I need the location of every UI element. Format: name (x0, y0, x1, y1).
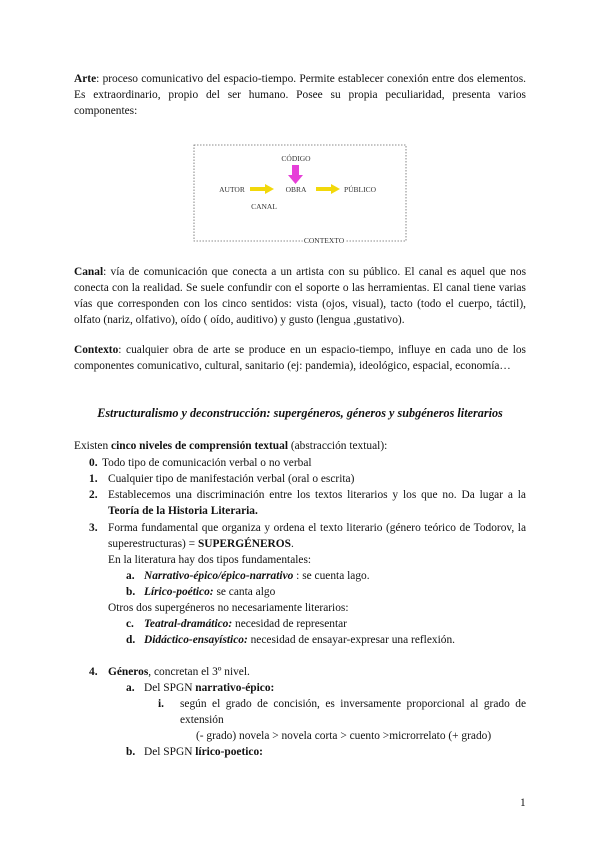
level-1-text: Cualquier tipo de manifestación verbal (oral o escrita) (108, 473, 355, 485)
level-3a-bold: Narrativo-épico/épico-narrativo (144, 570, 294, 582)
level-3-number: 3. (89, 522, 98, 534)
level-4ai-scale: (- grado) novela > novela corta > cuento >microrrelato (+ grado) (196, 730, 492, 742)
yellow-arrow-obra-publico-icon (316, 184, 340, 194)
arte-text: : proceso comunicativo del espacio-tiempo. Permite establecer conexión entre dos elementos. Es extraordinario, propio del ser humano. Posee su propia peculiaridad, presenta varios componentes: (74, 73, 526, 117)
canal-text: : vía de comunicación que conecta a un artista con su público. El canal es aquel que nos conecta con la realidad. Se suele confundir con el soporte o las herramientas. El canal tiene varias vías que corresponden con los cinco sentidos: vista (ojos, visual), tacto (todo el cuerpo, táctil), olfato (nariz, olfativo), oído ( oído, auditivo) y gusto (lengua ,gustativo). (74, 266, 526, 326)
level-4a-letter: a. (126, 682, 135, 694)
level-3d-bold: Didáctico-ensayístico: (144, 634, 248, 646)
yellow-arrow-autor-obra-icon (250, 184, 274, 194)
contexto-paragraph (74, 342, 526, 374)
level-3c-letter: c. (126, 618, 134, 630)
level-0-text: Todo tipo de comunicación verbal o no verbal (102, 457, 312, 469)
level-4-text: Géneros, concretan el 3º nivel. (108, 666, 250, 678)
diagram-publico-label: PÚBLICO (343, 185, 377, 194)
canal-term: Canal (74, 266, 104, 278)
level-3a-text: Narrativo-épico/épico-narrativo : se cuenta lago. (144, 570, 370, 582)
arte-term: Arte (74, 73, 97, 85)
diagram-contexto-label: CONTEXTO (303, 236, 345, 245)
level-2-text: Establecemos una discriminación entre los textos literarios y los que no. Da lugar a la Teoría de la Historia Literaria. (108, 489, 526, 517)
level-0-number: 0. (89, 457, 98, 469)
arte-paragraph (74, 71, 526, 119)
level-3c-text: Teatral-dramático: necesidad de representar (144, 618, 347, 630)
level-3-note-2: Otros dos supergéneros no necesariamente literarios: (108, 602, 349, 614)
level-1-number: 1. (89, 473, 98, 485)
level-4a-text: Del SPGN narrativo-épico: (144, 682, 275, 694)
level-3d-text: Didáctico-ensayístico: necesidad de ensayar-expresar una reflexión. (144, 634, 455, 646)
level-4b-letter: b. (126, 746, 136, 758)
level-3b-text: Lírico-poético: se canta algo (144, 586, 276, 598)
section-heading: Estructuralismo y deconstrucción: supergéneros, géneros y subgéneros literarios (97, 406, 503, 420)
level-4ai-text: según el grado de concisión, es inversamente proporcional al grado de extensión (180, 698, 526, 726)
intro-line: Existen cinco niveles de comprensión textual (abstracción textual): (74, 440, 388, 452)
level-4b-text: Del SPGN lírico-poetico: (144, 746, 263, 758)
level-3d-letter: d. (126, 634, 136, 646)
level-3-bold: SUPERGÉNEROS (197, 538, 291, 550)
level-4a-bold: narrativo-épico: (195, 682, 275, 694)
magenta-down-arrow-icon (288, 165, 303, 184)
diagram-codigo-label: CÓDIGO (281, 154, 311, 163)
canal-paragraph (74, 264, 526, 328)
diagram-autor-label: AUTOR (219, 185, 245, 194)
level-3b-letter: b. (126, 586, 136, 598)
level-3-text: Forma fundamental que organiza y ordena el texto literario (género teórico de Todorov, la superestructuras) = SUPERGÉNEROS. (108, 522, 526, 550)
level-4ai-roman: i. (158, 698, 165, 710)
level-4-bold: Géneros (108, 666, 149, 678)
level-4b-bold: lírico-poetico: (195, 746, 263, 758)
level-3c-bold: Teatral-dramático: (144, 618, 233, 630)
page-number: 1 (520, 797, 526, 809)
level-3-note-1: En la literatura hay dos tipos fundamentales: (108, 554, 312, 566)
level-3b-bold: Lírico-poético: (144, 586, 214, 598)
contexto-text: : cualquier obra de arte se produce en un espacio-tiempo, influye en cada uno de los componentes comunicativo, cultural, sanitario (ej: pandemia), ideológico, espacial, economía… (74, 344, 526, 372)
level-2-number: 2. (89, 489, 98, 501)
communication-diagram (192, 142, 408, 246)
level-4-number: 4. (89, 666, 98, 678)
diagram-canal-label: CANAL (251, 202, 277, 211)
level-3a-letter: a. (126, 570, 135, 582)
level-2-bold: Teoría de la Historia Literaria. (108, 505, 258, 517)
contexto-term: Contexto (74, 344, 119, 356)
diagram-obra-label: OBRA (285, 185, 307, 194)
intro-bold: cinco niveles de comprensión textual (111, 440, 288, 452)
